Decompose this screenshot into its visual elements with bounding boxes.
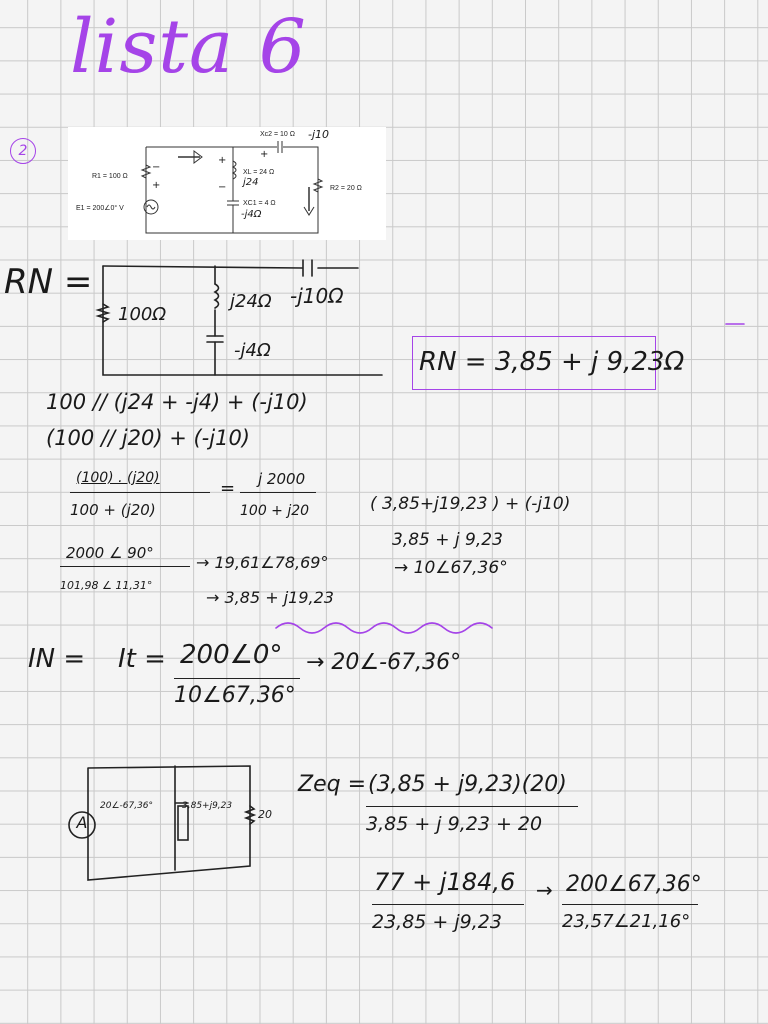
frac3-numerator: 2000 ∠ 90° [66,544,154,562]
rn-label: RN = [4,262,93,302]
mj10-label: -j10Ω [290,284,344,308]
zeq-numerator-2: 77 + j184,6 [374,868,516,896]
it-label: It = [118,644,166,674]
norton-impedance-label: 3,85+j9,23 [182,801,233,811]
in-denominator: 10∠67,36° [174,678,300,708]
xc1-hand-label: -j4Ω [241,209,262,220]
e1-label: E1 = 200∠0° V [76,205,124,212]
polar-result: → 19,61∠78,69° [196,553,329,572]
frac2-numerator: j 2000 [258,470,306,488]
right-line-1: ( 3,85+j19,23 ) + (-j10) [370,494,571,514]
rect-result: → 3,85 + j19,23 [206,588,334,607]
plus-sign: + [260,149,269,160]
current-source: A [76,813,88,832]
work-line-2: (100 // j20) + (-j10) [46,426,250,450]
frac1-numerator: (100) . (j20) [76,470,160,486]
plus-sign: + [152,180,161,191]
r100-label: 100Ω [118,304,167,325]
minus-sign: − [152,162,161,173]
plus-sign: + [218,155,227,166]
xl-label: XL = 24 Ω [243,169,275,176]
load-resistance-label: 20 [258,808,272,821]
zeq-label: Zeq = [298,772,366,797]
frac2-denominator: 100 + j20 [240,492,316,519]
frac1-denominator: 100 + (j20) [70,492,210,519]
rn-result-box [412,336,685,390]
rn-result: RN = 3,85 + j 9,23Ω [419,347,685,377]
right-line-3: → 10∠67,36° [394,558,508,578]
xc2-label: Xc2 = 10 Ω [260,131,296,138]
page-title: lista 6 [70,4,307,90]
r2-label: R2 = 20 Ω [330,185,362,192]
frac3-denominator: 101,98 ∠ 11,31° [60,566,190,592]
zeq-denominator-2: 23,85 + j9,23 [372,904,524,933]
j24-label: j24Ω [230,291,272,312]
xl-hand-label: j24 [243,177,259,188]
equals-sign: = [220,478,236,499]
xc2-hand-label: -j10 [308,128,330,141]
r1-label: R1 = 100 Ω [92,173,128,180]
zeq-numerator-3: 200∠67,36° [566,872,702,897]
minus-sign: − [218,182,227,193]
in-result: → 20∠-67,36° [306,650,462,675]
xc1-label: XC1 = 4 Ω [243,200,276,207]
problem-number: 2 [10,138,36,164]
mj4-label: -j4Ω [234,340,271,361]
right-line-2: 3,85 + j 9,23 [392,530,503,550]
zeq-arrow: → [536,878,553,902]
zeq-numerator: (3,85 + j9,23)(20) [368,772,567,797]
zeq-denominator-3: 23,57∠21,16° [562,904,698,932]
in-numerator: 200∠0° [180,640,283,670]
zeq-denominator: 3,85 + j 9,23 + 20 [366,806,578,835]
work-line-1: 100 // (j24 + -j4) + (-j10) [46,390,308,414]
in-label: IN = [28,644,86,674]
norton-current-label: 20∠-67,36° [100,801,154,811]
